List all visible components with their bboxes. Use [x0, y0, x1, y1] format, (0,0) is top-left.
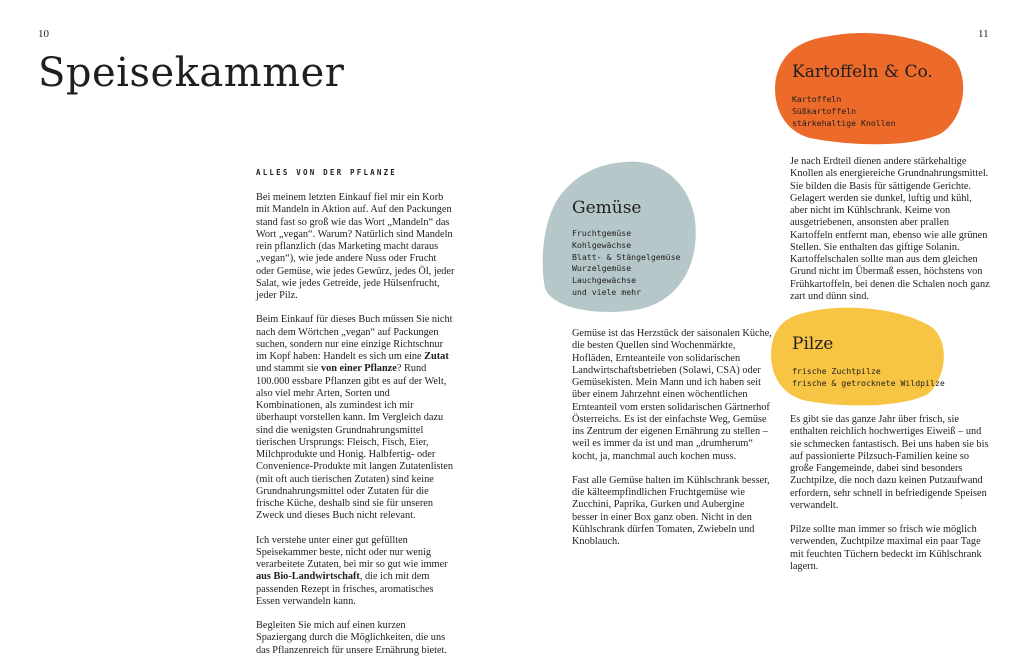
pilze-column: [790, 414, 990, 573]
kartoffeln-paragraph-1: Je nach Erdteil dienen andere stärkehaltige Knollen als energiereiche Grundnahrungsmittel. Sie bilden die Basis für sättigende Gerichte. Gelagert werden sie dunkel, luftig und kühl, aber nicht im Kühlschrank. Keime von ausgetriebenen, ansonsten aber prallen Kartoffeln entfernt man, ebenso wie alle grünen Stellen. Sie enthalten das giftige Solanin. Kartoffelschalen sollte man aus dem gleichen Grund nicht im Übermaß essen, höchstens von Frühkartoffeln, bei denen die Schalen noch ganz zart und dünn sind.: [790, 156, 990, 302]
intro-p2-bold-zutat: Zutat: [424, 351, 449, 362]
kartoffeln-title: Kartoffeln & Co.: [792, 62, 933, 82]
gemuese-column: [572, 328, 772, 548]
pilze-list-item: frische Zuchtpilze: [792, 366, 881, 376]
kartoffeln-list-item: stärkehaltige Knollen: [792, 117, 896, 128]
intro-p2-text-c: und stammt sie: [256, 363, 321, 375]
pilze-list: [792, 366, 945, 390]
pilze-blob-shape: [771, 308, 944, 406]
gemuese-paragraph-1: Gemüse ist das Herzstück der saisonalen Küche, die besten Quellen sind Wochenmärkte, Hofläden, Ernteanteile von solidarischen Landwirtschaftsbetrieben (Solawi, CSA) oder Gemüsekisten. Mein Mann und ich haben seit über einem Jahrzehnt einen wöchentlichen Ernteanteil vom ersten solidarischen Gärtnerhof Österreichs. Es ist der einfachste Weg, Gemüse ins Zentrum der eigenen Ernährung zu stellen – weil es immer da ist und man „drumherum“ kocht, ja, manchmal auch kochen muss.: [572, 328, 772, 462]
kartoffeln-list: [792, 94, 896, 129]
intro-paragraph-4: Begleiten Sie mich auf einen kurzen Spaziergang durch die Möglichkeiten, die uns das Pflanzenreich für unsere Ernährung bietet.: [256, 620, 447, 656]
kartoffeln-column: [790, 156, 990, 303]
gemuese-list-item: und viele mehr: [572, 286, 642, 297]
page-title: Speisekammer: [38, 50, 345, 96]
gemuese-list-item: Blatt- & Stängelgemüse: [572, 251, 681, 262]
intro-p2-text-a: Beim Einkauf für dieses Buch müssen Sie nicht nach dem Wörtchen „vegan“ auf Packungen suchen, sondern nur eine einzige Richtschnur im Kopf haben: Handelt es sich um eine: [256, 314, 453, 362]
gemuese-list-item: Wurzelgemüse: [572, 263, 632, 274]
intro-p2-text-d: ? Rund 100.000 essbare Pflanzen gibt es auf der Welt, also viel mehr Arten, Sorten und Kombinationen, als zumindest ich mir überhaupt vorstellen kann. Im Vergleich dazu sind die wenigsten Grundnahrungsmittel tierischen Ursprungs: Fleisch, Fisch, Eier, Milchprodukte und Honig. Halbfertig- oder Convenience-Produkte mit langen Zutatenlisten (mit oft auch tierischen Zutaten) sind keine Grundnahrungsmittel oder Zutaten für die frische Küche, deshalb sind sie für unseren Zweck und dieses Buch nicht relevant.: [256, 363, 454, 522]
pilze-title: Pilze: [792, 334, 834, 354]
pilze-blob: [768, 306, 946, 406]
kartoffeln-list-item: Kartoffeln: [792, 94, 842, 104]
gemuese-paragraph-2: Fast alle Gemüse halten im Kühlschrank besser, die kälteempfindlichen Fruchtgemüse wie Zucchini, Paprika, Gurken und Aubergine besser in einer Box ganz oben. Nicht in den Kühlschrank dürfen Tomaten, Zwiebeln und Knoblauch.: [572, 474, 770, 547]
kartoffeln-list-item: Süßkartoffeln: [792, 105, 857, 116]
gemuese-list: [572, 228, 680, 299]
gemuese-title: Gemüse: [572, 198, 642, 218]
intro-paragraph-3: [256, 535, 456, 609]
intro-p3-text-c: , die ich mit dem passenden Rezept in frisches, aromatisches Essen verwandeln kann.: [256, 571, 434, 607]
gemuese-list-item: Kohlgewächse: [572, 239, 632, 250]
intro-p2-bold-pflanze: von einer Pflanze: [320, 363, 397, 375]
gemuese-list-item: Lauchgewächse: [572, 275, 637, 286]
intro-column: [256, 168, 456, 657]
intro-paragraph-2: [256, 314, 456, 522]
section-kicker: ALLES VON DER PFLANZE: [256, 168, 398, 177]
intro-p3-bold-bio: aus Bio-Landwirtschaft: [256, 571, 360, 583]
gemuese-list-item: Fruchtgemüse: [572, 228, 632, 238]
pilze-paragraph-1: Es gibt sie das ganze Jahr über frisch, sie enthalten reichlich hochwertiges Eiweiß – und sie schmecken fantastisch. Bei uns haben sie bis auf passionierte Pilzsuch-Familien keine so große Fangemeinde, dabei sind besonders Zuchtpilze, die noch dazu keinen Putzaufwand erfordern, sehr schnell in befriedigende Speisen verwandelt.: [790, 414, 989, 511]
intro-p3-text-a: Ich verstehe unter einer gut gefüllten Speisekammer beste, nicht oder nur wenig verarbeitete Zutaten, bei mir so gut wie immer: [256, 534, 448, 570]
page-number-left: 10: [38, 28, 49, 40]
intro-paragraph-1: Bei meinem letzten Einkauf fiel mir ein Korb mit Mandeln in Aktion auf. Auf den Packungen stand fast so groß wie das Wort „Mandeln“ das Wort „vegan“. Warum? Natürlich sind Mandeln rein pflanzlich (das Marketing macht daraus „vegan“), wie jede andere Nuss oder Frucht oder Gemüse, wie jedes Gewürz, jedes Öl, jeder Salat, wie jedes Getreide, jede Hülsenfrucht, jeder Pilz.: [256, 192, 455, 301]
pilze-paragraph-2: Pilze sollte man immer so frisch wie möglich verwenden, Zuchtpilze maximal ein paar Tage mit feuchten Tüchern bedeckt im Kühlschrank lagern.: [790, 524, 982, 572]
page-number-right: 11: [978, 28, 989, 40]
pilze-list-item: frische & getrocknete Wildpilze: [792, 377, 945, 388]
